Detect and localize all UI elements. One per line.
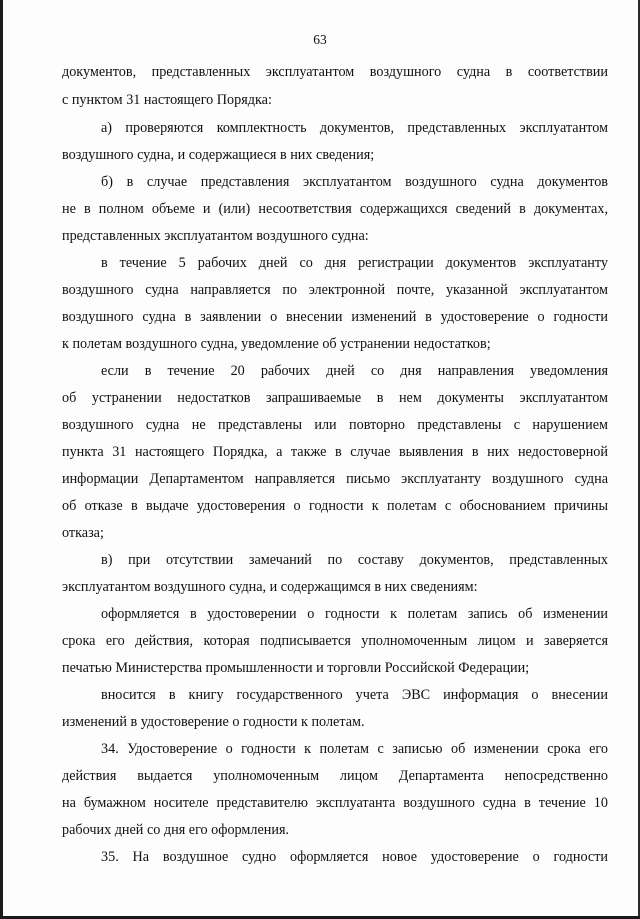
text-line: документов, представленных эксплуатантом воздушного судна в соответствии xyxy=(62,64,608,80)
text-line: с пунктом 31 настоящего Порядка: xyxy=(62,92,272,108)
text-line: воздушного судна, и содержащиеся в них сведения; xyxy=(62,147,375,163)
text-line: эксплуатантом воздушного судна, и содержащимся в них сведениям: xyxy=(62,579,478,595)
text-line: 34. Удостоверение о годности к полетам с записью об изменении срока его xyxy=(101,741,608,757)
text-line: 35. На воздушное судно оформляется новое удостоверение о годности xyxy=(101,849,608,865)
text-line: отказа; xyxy=(62,525,104,541)
text-line: об устранении недостатков запрашиваемые в нем документы эксплуатантом xyxy=(62,390,608,406)
text-line: в течение 5 рабочих дней со дня регистрации документов эксплуатанту xyxy=(101,255,608,271)
text-line: на бумажном носителе представителю эксплуатанта воздушного судна в течение 10 xyxy=(62,795,608,811)
text-line: срока его действия, которая подписывается уполномоченным лицом и заверяется xyxy=(62,633,608,649)
page-number: 63 xyxy=(313,32,327,47)
text-line: к полетам воздушного судна, уведомление об устранении недостатков; xyxy=(62,336,491,352)
text-line: информации Департаментом направляется письмо эксплуатанту воздушного судна xyxy=(62,471,608,487)
text-line: воздушного судна направляется по электронной почте, указанной эксплуатантом xyxy=(62,282,608,298)
text-line: воздушного судна в заявлении о внесении изменений в удостоверение о годности xyxy=(62,309,608,325)
text-line: б) в случае представления эксплуатантом воздушного судна документов xyxy=(101,174,608,190)
text-line: печатью Министерства промышленности и торговли Российской Федерации; xyxy=(62,660,530,676)
text-line: оформляется в удостоверении о годности к полетам запись об изменении xyxy=(101,606,608,622)
text-line: не в полном объеме и (или) несоответствия содержащихся сведений в документах, xyxy=(62,201,608,217)
text-line: пункта 31 настоящего Порядка, а также в случае выявления в них недостоверной xyxy=(62,444,608,460)
text-line: рабочих дней со дня его оформления. xyxy=(62,822,290,838)
text-line: представленных эксплуатантом воздушного судна: xyxy=(62,228,369,244)
text-line: об отказе в выдаче удостоверения о годности к полетам с обоснованием причины xyxy=(62,498,608,514)
text-line: вносится в книгу государственного учета ЭВС информация о внесении xyxy=(101,687,608,703)
text-line: воздушного судна не представлены или повторно представлены с нарушением xyxy=(62,417,608,433)
text-line: если в течение 20 рабочих дней со дня направления уведомления xyxy=(101,363,608,379)
text-line: а) проверяются комплектность документов, представленных эксплуатантом xyxy=(101,120,608,136)
text-line: изменений в удостоверение о годности к полетам. xyxy=(62,714,365,730)
scan-edge-left xyxy=(0,0,3,919)
text-line: в) при отсутствии замечаний по составу документов, представленных xyxy=(101,552,608,568)
text-line: действия выдается уполномоченным лицом Департамента непосредственно xyxy=(62,768,608,784)
